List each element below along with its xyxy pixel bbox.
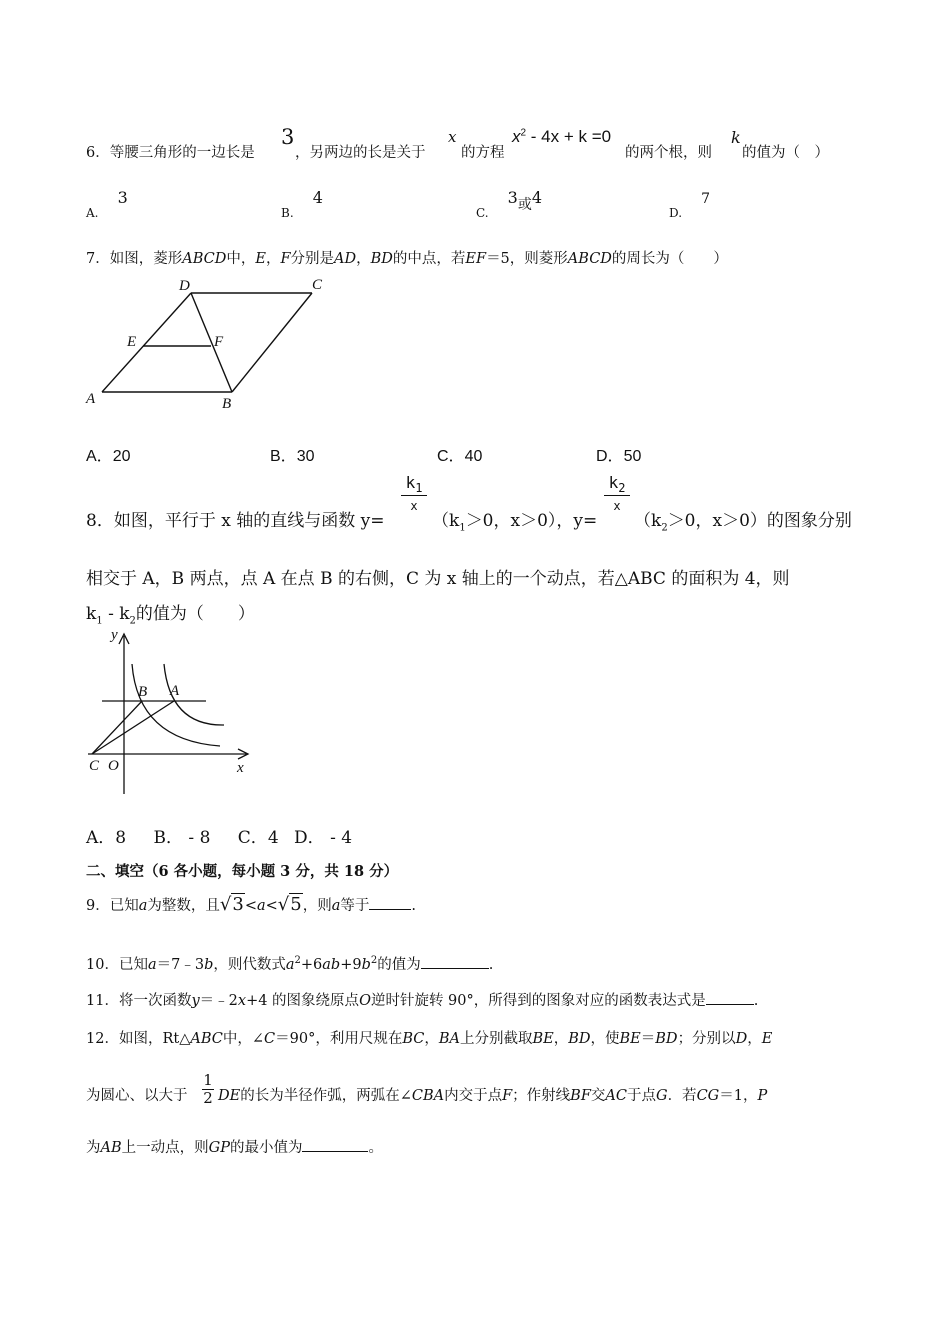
q7-option-a[interactable]: A．20 bbox=[86, 448, 131, 465]
q8-option-b[interactable]: B． - 8 bbox=[153, 828, 211, 848]
q8-segment-cb bbox=[92, 701, 142, 754]
section-2-title: 二、填空（6 各小题，每小题 3 分，共 18 分） bbox=[86, 863, 399, 880]
q6-stem-3: 的方程 bbox=[461, 145, 505, 161]
q7-label-c: C bbox=[312, 277, 323, 293]
q8-label-o: O bbox=[108, 758, 119, 774]
q6-equation: $x^2 - 4x + k =0$ bbox=[512, 127, 612, 146]
q7-label-e: E bbox=[127, 334, 137, 350]
q12-line-3: 为AB上一动点，则GP的最小值为 。 bbox=[86, 1140, 383, 1156]
q9-sqrt-5: √5 bbox=[277, 894, 302, 915]
q8-label-b: B bbox=[138, 684, 148, 700]
q8-label-x: x bbox=[237, 760, 244, 776]
q6-option-a[interactable]: $_{A.}$ 3 bbox=[86, 188, 128, 220]
q12-answer-blank[interactable] bbox=[302, 1138, 368, 1152]
q7-side-da bbox=[102, 293, 191, 392]
q7-side-bc bbox=[232, 293, 312, 392]
q8-label-c: C bbox=[89, 758, 100, 774]
q8-label-y: y bbox=[111, 627, 118, 643]
q8-option-d[interactable]: D． - 4 bbox=[294, 828, 353, 848]
q12-half-fraction: 1 2 bbox=[203, 1071, 213, 1107]
q10-answer-blank[interactable] bbox=[421, 955, 489, 969]
q9-answer-blank[interactable] bbox=[369, 896, 411, 910]
q7-stem: 7．如图，菱形ABCD中，E，F分别是AD，BD的中点，若EF＝5，则菱形ABCD的周长为（ ） bbox=[86, 251, 728, 267]
q8-fraction-2: $k_2$ x bbox=[604, 473, 630, 513]
q7-rhombus-figure bbox=[80, 272, 340, 417]
q7-option-c[interactable]: C．40 bbox=[437, 448, 483, 465]
q12-line-1: 12．如图，Rt△ABC中，∠C＝90°，利用尺规在BC，BA上分别截取BE，BD，使BE＝BD；分别以D，E bbox=[86, 1031, 773, 1047]
q9-stem: 9．已知a为整数，且√3<a<√5，则a等于 . bbox=[86, 894, 416, 915]
q6-var-x: x bbox=[448, 128, 457, 146]
q8-stem-1: 8．如图，平行于 x 轴的直线与函数 y= bbox=[86, 511, 385, 531]
q11-answer-blank[interactable] bbox=[706, 991, 754, 1005]
q7-diagonal-db bbox=[191, 293, 232, 392]
q8-fraction-1: $k_1$ x bbox=[401, 473, 427, 513]
q6-stem-2: ，另两边的长是关于 bbox=[295, 145, 426, 161]
q6-stem-5: 的值为（ ） bbox=[742, 145, 829, 161]
q8-stem-2: （$k_1>0$，x＞0），y= bbox=[432, 511, 598, 534]
q11-stem: 11．将一次函数y＝﹣2x+4 的图象绕原点O逆时针旋转 90°，所得到的图象对应的函数表达式是 . bbox=[86, 993, 759, 1009]
q8-option-c[interactable]: C．4 bbox=[237, 828, 279, 848]
q8-stem-line3: $k_1 - k_2$的值为（ ） bbox=[86, 604, 255, 627]
q7-option-b[interactable]: B．30 bbox=[270, 448, 315, 465]
q7-label-f: F bbox=[214, 334, 224, 350]
q7-option-d[interactable]: D．50 bbox=[596, 448, 642, 465]
q6-var-k: k bbox=[731, 128, 741, 147]
q6-option-d[interactable]: $_{D.}$ 7 bbox=[669, 191, 711, 220]
q10-stem: 10．已知a＝7﹣3b，则代数式$a^2+6ab+9b^2$的值为 . bbox=[86, 955, 494, 973]
q12-line-2: 为圆心、以大于 bbox=[86, 1088, 188, 1104]
q6-stem-4: 的两个根，则 bbox=[625, 145, 712, 161]
q7-label-b: B bbox=[222, 396, 232, 412]
q7-label-a: A bbox=[86, 391, 96, 407]
q6-stem: 6．等腰三角形的一边长是 bbox=[86, 145, 255, 161]
q8-options bbox=[86, 823, 352, 848]
q6-option-c[interactable]: $_{C.}$ 3或4 bbox=[476, 188, 543, 220]
q8-option-a[interactable]: A．8 bbox=[86, 828, 127, 848]
q8-stem-3: （$k_2>0$，x＞0）的图象分别 bbox=[634, 511, 852, 534]
q8-label-a: A bbox=[170, 683, 180, 699]
q9-sqrt-3: √3 bbox=[219, 894, 244, 915]
q6-option-b[interactable]: $_{B.}$ 4 bbox=[281, 188, 323, 220]
q6-side: 3 bbox=[281, 125, 295, 149]
q8-segment-ca bbox=[92, 701, 174, 754]
q8-graph-figure bbox=[80, 622, 260, 802]
q8-curve-k2 bbox=[132, 664, 220, 746]
q8-stem-line2: 相交于 A，B 两点，点 A 在点 B 的右侧，C 为 x 轴上的一个动点，若△ABC 的面积为 4，则 bbox=[86, 569, 790, 589]
q12-line-2b: DE的长为半径作弧，两弧在∠CBA内交于点F；作射线BF交AC于点G．若CG＝1，P bbox=[218, 1088, 768, 1104]
q7-label-d: D bbox=[179, 278, 190, 294]
